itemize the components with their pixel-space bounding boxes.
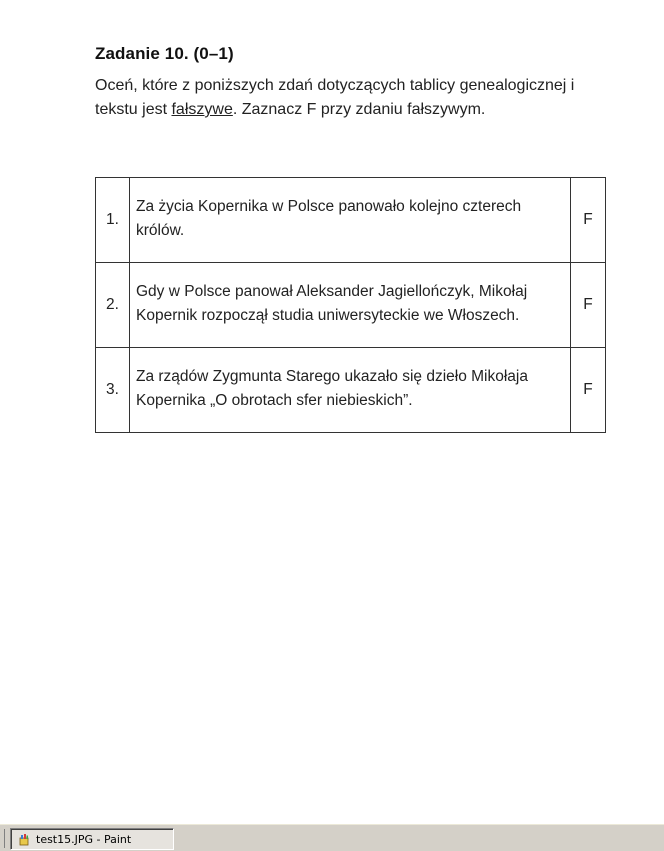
table-row [96,178,606,263]
answer-cell[interactable]: F [571,348,606,433]
statement-text: Gdy w Polsce panował Aleksander Jagiellończyk, Mikołaj Kopernik rozpoczął studia uniwersyteckie we Włoszech. [130,263,571,348]
statement-number: 3. [96,348,130,433]
answer-cell[interactable]: F [571,178,606,263]
instruction-text-end: . Zaznacz F przy zdaniu fałszywym. [232,101,486,118]
instruction-underlined-word: fałszywe [171,101,233,118]
task-instruction [95,74,595,122]
taskbar-app-button[interactable] [10,828,174,850]
paint-icon [17,832,31,846]
taskbar-start-edge[interactable] [0,829,5,848]
answer-cell[interactable]: F [571,263,606,348]
statement-text: Za życia Kopernika w Polsce panowało kolejno czterech królów. [130,178,571,263]
instruction-text-start: Oceń, które z poniższych zdań dotyczących tablicy genealogicznej i tekstu jest [95,77,575,118]
statement-number: 1. [96,178,130,263]
table-row [96,263,606,348]
statement-text: Za rządów Zygmunta Starego ukazało się dzieło Mikołaja Kopernika „O obrotach sfer niebieskich”. [130,348,571,433]
taskbar-app-label: test15.JPG - Paint [36,832,132,846]
statements-table [95,177,606,433]
statement-number: 2. [96,263,130,348]
taskbar [0,823,664,851]
task-title: Zadanie 10. (0–1) [95,44,234,63]
table-row [96,348,606,433]
